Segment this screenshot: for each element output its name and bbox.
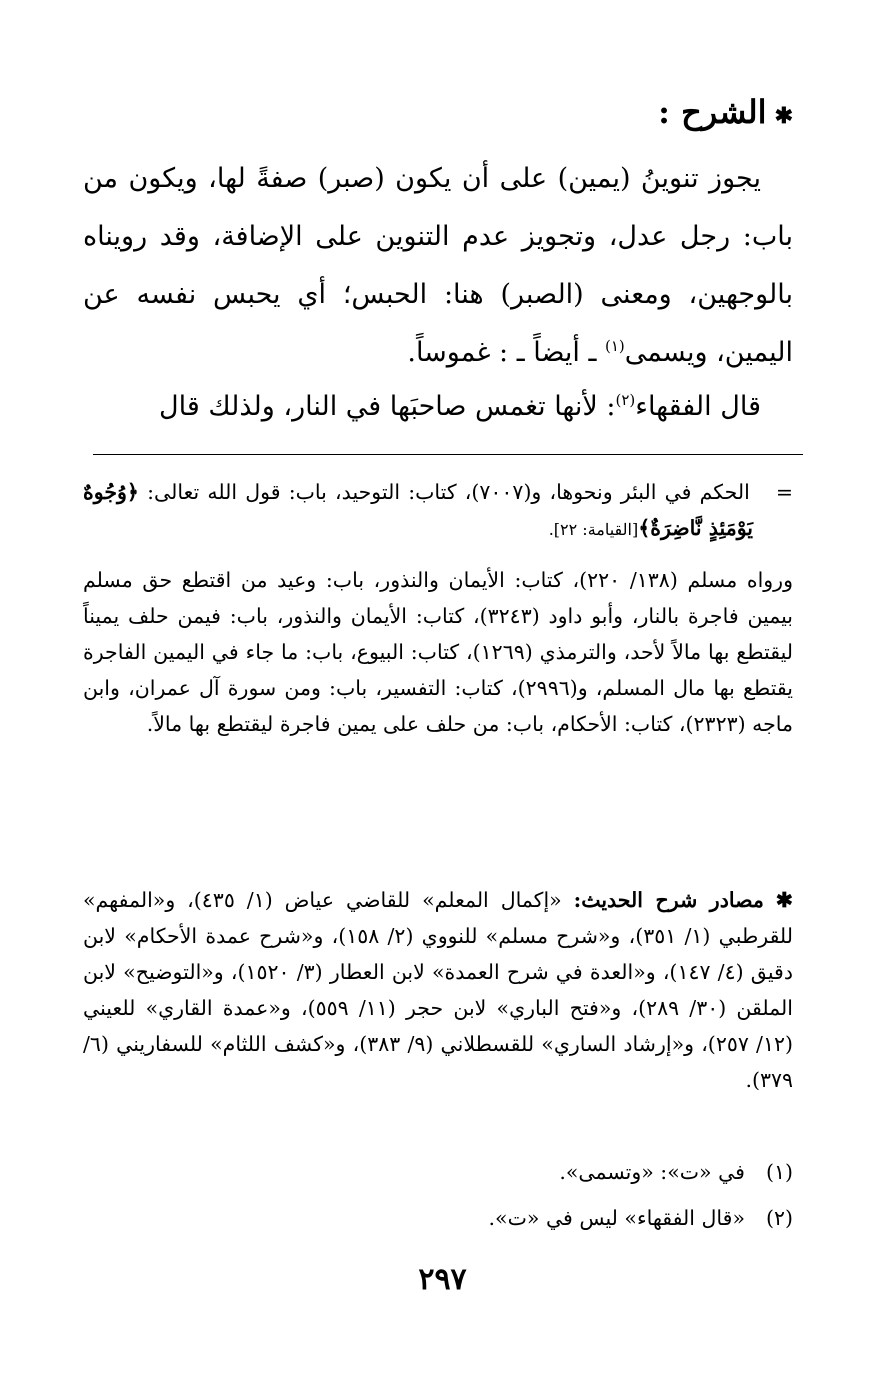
footnote-continuation [83, 474, 793, 548]
footnote-sources [83, 882, 793, 1098]
continuation-text-block [83, 474, 753, 548]
sources-label: مصادر شرح الحديث: [573, 888, 764, 912]
paragraph-1-text: يجوز تنوينُ (يمين) على أن يكون (صبر) صفةً لها، ويكون من باب: رجل عدل، وتجويز عدم التنوين على الإضافة، وقد رويناه بالوجهين، ومعنى (الصبر) هنا: الحبس؛ أي يحبس نفسه عن اليمين، ويسمى [83, 163, 793, 368]
footnote-2-number: (٢) [765, 1206, 793, 1230]
footnote-ref-1[interactable]: (١) [604, 337, 625, 355]
footnote-2 [489, 1200, 793, 1236]
paragraph-1-tail: ـ أيضاً ـ : غموساً. [407, 337, 605, 368]
paragraph-2-text: قال الفقهاء [635, 391, 761, 422]
star-icon: ✱ [774, 103, 793, 129]
sources-star-icon: ✱ [775, 888, 793, 912]
footnote-1 [559, 1154, 793, 1190]
heading-title: الشرح : [658, 93, 767, 131]
footnote-1-text: في «ت»: «وتسمى». [559, 1160, 745, 1184]
sources-text: «إكمال المعلم» للقاضي عياض (١/ ٤٣٥)، و«المفهم» للقرطبي (١/ ٣٥١)، و«شرح مسلم» للنووي (٢/ ١٥٨)، و«شرح عمدة الأحكام» لابن دقيق (٤/ ١٤٧)، و«العدة في شرح العمدة» لابن العطار (٣/ ١٥٢٠)، و«التوضيح» لابن الملقن (٣٠/ ٢٨٩)، و«فتح الباري» لابن حجر (١١/ ٥٥٩)، و«عمدة القاري» للعيني (١٢/ ٢٥٧)، و«إرشاد الساري» للقسطلاني (٩/ ٣٨٣)، و«كشف اللثام» للسفاريني (٦/ ٣٧٩). [83, 888, 793, 1092]
footnote-narration: ورواه مسلم (١٣٨/ ٢٢٠)، كتاب: الأيمان والنذور، باب: وعيد من اقتطع حق مسلم بيمين فاجرة بالنار، وأبو داود (٣٢٤٣)، كتاب: الأيمان والنذور، باب: فيمن حلف يميناً ليقتطع بها مالاً لأحد، والترمذي (١٢٦٩)، كتاب: البيوع، باب: ما جاء في اليمين الفاجرة يقتطع بها مال المسلم، و(٢٩٩٦)، كتاب: التفسير، باب: ومن سورة آل عمران، وابن ماجه (٢٣٢٣)، كتاب: الأحكام، باب: من حلف على يمين فاجرة ليقتطع بها مالاً. [83, 568, 794, 736]
quran-reference: [القيامة: ٢٢]. [548, 520, 639, 539]
quran-verse: ﴿وُجُوهٌ يَوْمَئِذٍ نَّاضِرَةٌ﴾ [83, 480, 753, 540]
footnote-1-number: (١) [765, 1160, 793, 1184]
continuation-text: الحكم في البئر ونحوها، و(٧٠٠٧)، كتاب: التوحيد، باب: قول الله تعالى: [138, 480, 750, 504]
paragraph-2-tail: : لأنها تغمس صاحبَها في النار، ولذلك قال [159, 391, 616, 422]
main-paragraph-2 [83, 378, 793, 436]
footnote-ref-2[interactable]: (٢) [615, 391, 636, 409]
page-number: ٢٩٧ [418, 1262, 467, 1297]
footnote-divider [93, 454, 803, 455]
footnote-2-text: «قال الفقهاء» ليس في «ت». [488, 1206, 745, 1230]
section-heading [658, 92, 793, 136]
main-paragraph-1 [83, 150, 793, 382]
continuation-mark: = [775, 480, 793, 504]
